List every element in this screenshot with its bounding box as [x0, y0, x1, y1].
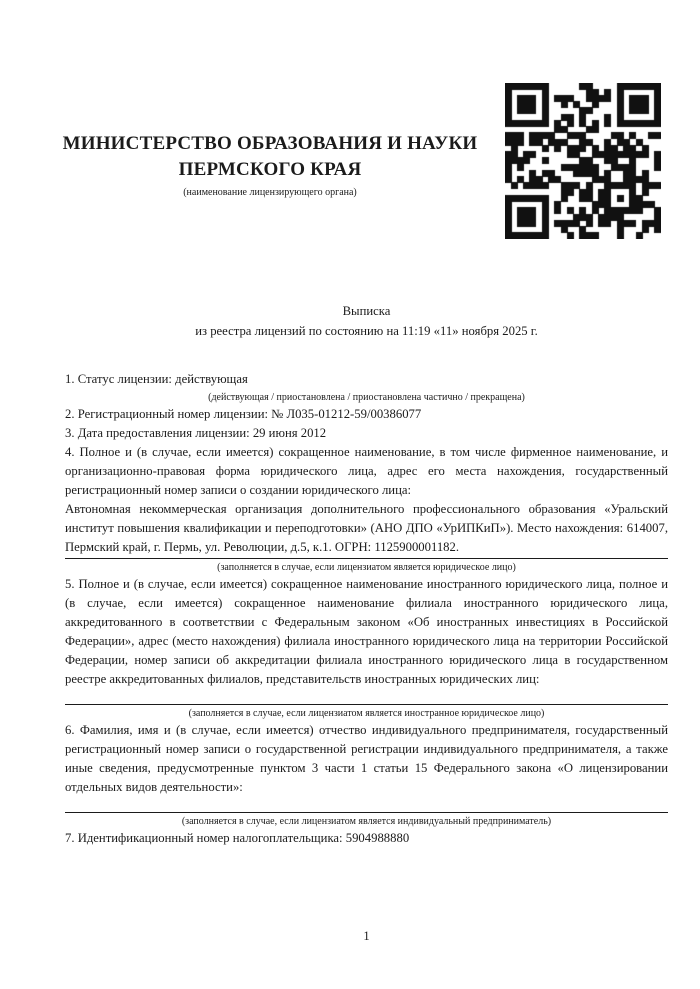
item-entrepreneur-label: 6. Фамилия, имя и (в случае, если имеется) отчество индивидуального предпринимателя, государственный регистрационный номер записи о государственной регистрации индивидуального предпринимателя, а также иные сведения, предусмотренные пунктом 3 части 1 статьи 15 Федерального закона «О лицензировании отдельных видов деятельности»:	[65, 723, 668, 794]
ministry-name-caption: (наименование лицензирующего органа)	[183, 187, 357, 198]
item-legal-entity-value: Автономная некоммерческая организация дополнительного профессионального образования «Уральский институт повышения квалификации и переподготовки» (АНО ДПО «УрИПКиП»). Место нахождения: 614007, Пермский край, г. Пермь, ул. Революции, д.5, к.1. ОГРН: 1125900001182.	[65, 502, 668, 554]
qr-code-icon	[505, 83, 661, 239]
document-body	[65, 370, 668, 848]
title-line-2: из реестра лицензий по состоянию на 11:19 «11» ноября 2025 г.	[195, 324, 538, 338]
title-line-1: Выписка	[342, 304, 391, 318]
item-grant-date: 3. Дата предоставления лицензии: 29 июня 2012	[65, 426, 327, 440]
page-number: 1	[363, 929, 370, 943]
document-header	[45, 131, 495, 199]
item-registration-number: 2. Регистрационный номер лицензии: № Л035-01212-59/00386077	[65, 407, 422, 421]
item-legal-entity-label: 4. Полное и (в случае, если имеется) сокращенное наименование, в том числе фирменное наименование, и организационно-правовая форма юридического лица, адрес его места нахождения, государственный регистрационный номер записи о создании юридического лица:	[65, 445, 668, 497]
item-entrepreneur-caption: (заполняется в случае, если лицензиатом является индивидуальный предприниматель)	[181, 816, 552, 827]
item-foreign-entity-caption: (заполняется в случае, если лицензиатом является иностранное юридическое лицо)	[188, 708, 545, 719]
fill-line-entrepreneur	[65, 812, 668, 813]
item-legal-entity-caption: (заполняется в случае, если лицензиатом является юридическое лицо)	[217, 562, 516, 573]
blank-value-line	[65, 689, 668, 703]
item-foreign-entity-label: 5. Полное и (в случае, если имеется) сокращенное наименование иностранного юридического лица, полное и (в случае, если имеется) сокращенное наименование филиала иностранного юридического лица, аккредитованного в соответствии с Федеральным законом «Об иностранных инвестициях в Российской Федерации», адрес (место нахождения) филиала иностранного юридического лица на территории Российской Федерации, номер записи об аккредитации филиала иностранного юридического лица в государственном реестре аккредитованных филиалов, представительств иностранных юридических лиц:	[65, 577, 668, 686]
item-license-status: 1. Статус лицензии: действующая	[65, 372, 248, 386]
document-title	[65, 301, 668, 341]
blank-value-line	[65, 797, 668, 811]
ministry-name: МИНИСТЕРСТВО ОБРАЗОВАНИЯ И НАУКИ ПЕРМСКОГО КРАЯ	[62, 133, 478, 180]
item-license-status-caption: (действующая / приостановлена / приостановлена частично / прекращена)	[208, 392, 525, 403]
fill-line-legal-entity	[65, 558, 668, 559]
fill-line-foreign-entity	[65, 704, 668, 705]
item-taxpayer-number: 7. Идентификационный номер налогоплательщика: 5904988880	[65, 831, 410, 845]
